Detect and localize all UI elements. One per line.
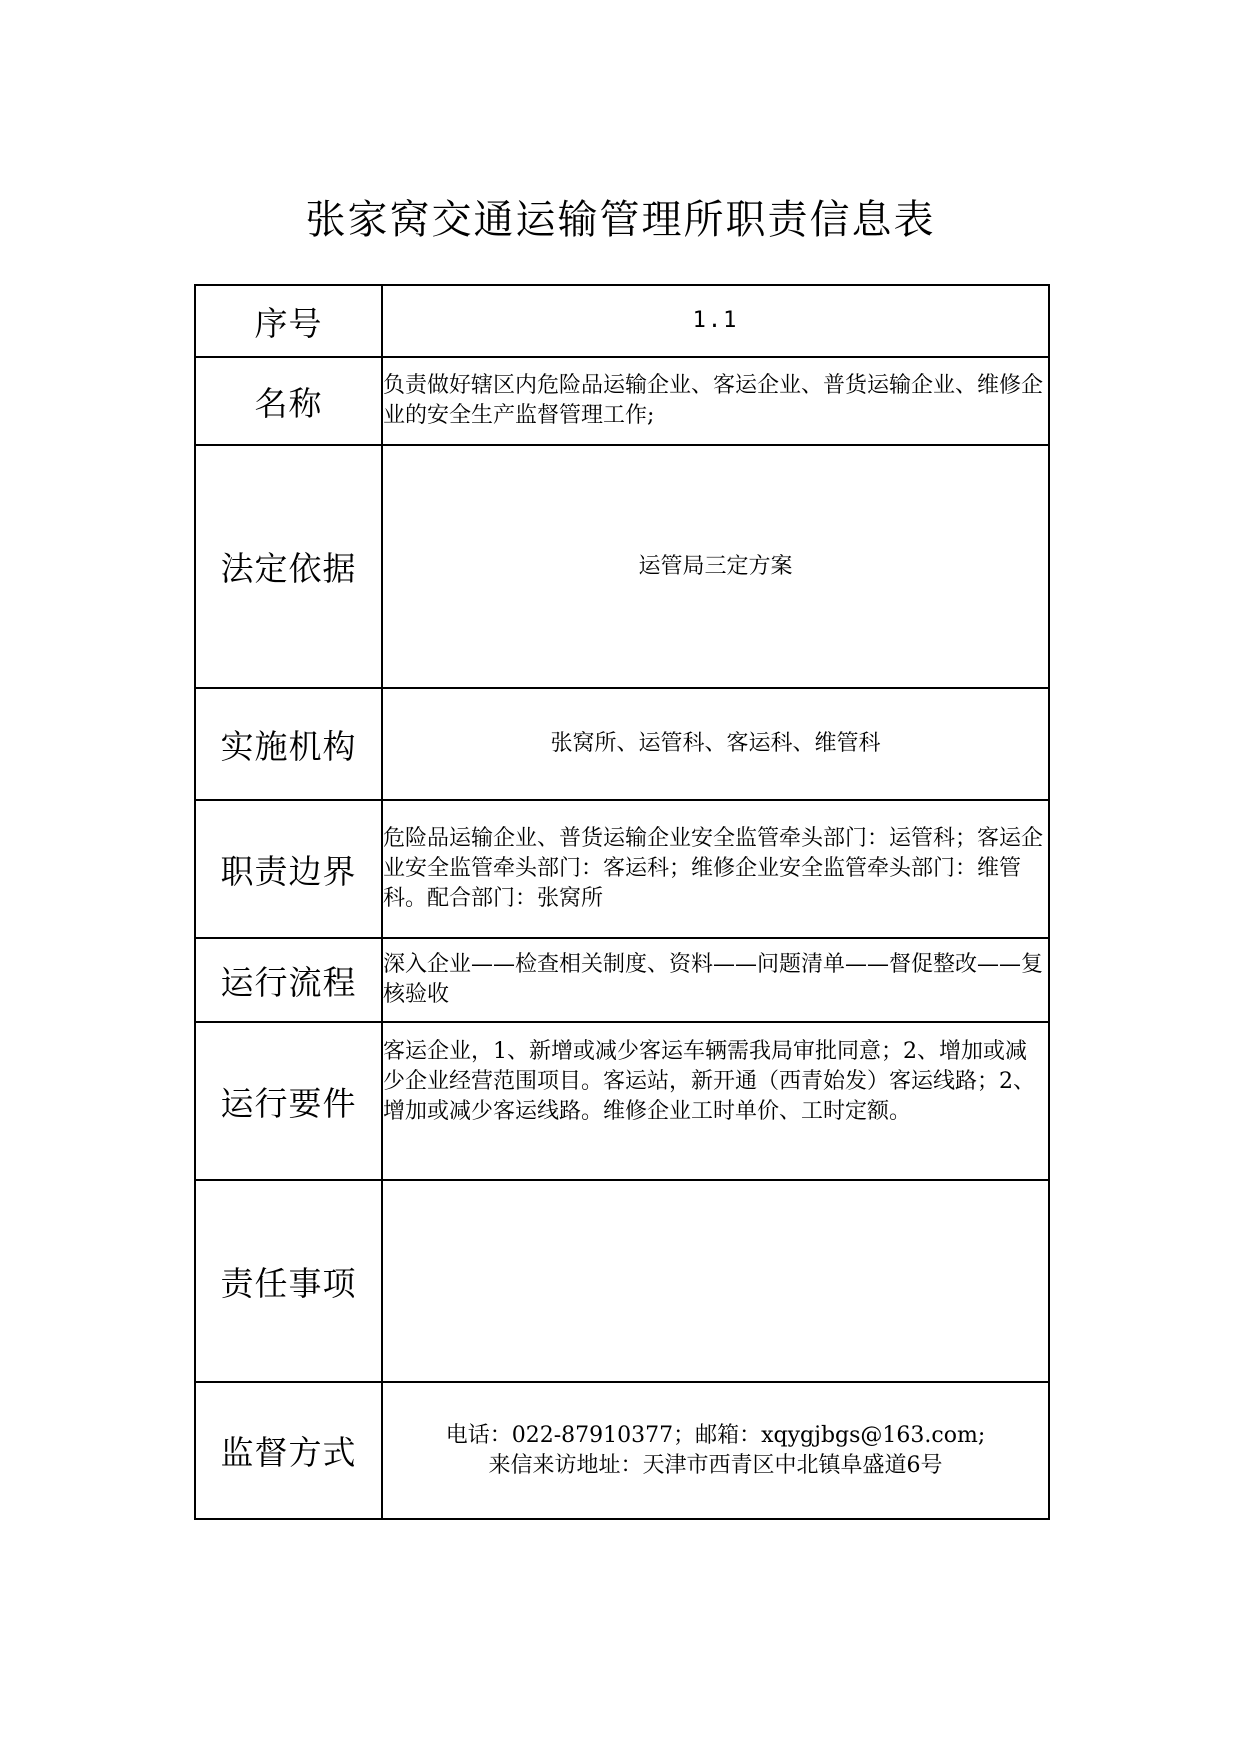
requirements-value: 客运企业，1、新增或减少客运车辆需我局审批同意；2、增加或减少企业经营范围项目。客运站，新开通（西青始发）客运线路；2、增加或减少客运线路。维修企业工时单价、工时定额。 <box>382 1022 1049 1180</box>
page-title: 张家窝交通运输管理所职责信息表 <box>305 197 936 243</box>
table-row-legal-basis <box>195 445 1049 688</box>
name-label: 名称 <box>195 357 382 445</box>
supervision-contact-line: 电话：022-87910377；邮箱：xqygjbgs@163.com; <box>445 1422 986 1448</box>
table-row-requirements <box>195 1022 1049 1180</box>
serial-number: 1.1 <box>692 308 739 333</box>
table-row-serial <box>195 285 1049 357</box>
table-row-responsibility-boundary <box>195 800 1049 938</box>
workflow-label: 运行流程 <box>195 938 382 1022</box>
responsibilities-value <box>382 1180 1049 1382</box>
table-row-workflow <box>195 938 1049 1022</box>
implementing-body-value: 张窝所、运管科、客运科、维管科 <box>382 688 1049 800</box>
responsibility-info-table <box>194 284 1050 1520</box>
serial-value <box>382 285 1049 357</box>
implementing-body-label: 实施机构 <box>195 688 382 800</box>
workflow-value: 深入企业——检查相关制度、资料——问题清单——督促整改——复核验收 <box>382 938 1049 1022</box>
name-value: 负责做好辖区内危险品运输企业、客运企业、普货运输企业、维修企业的安全生产监督管理工作; <box>382 357 1049 445</box>
table-row-supervision <box>195 1382 1049 1519</box>
table-row-responsibilities <box>195 1180 1049 1382</box>
responsibility-boundary-label: 职责边界 <box>195 800 382 938</box>
table-row-name <box>195 357 1049 445</box>
responsibility-boundary-value: 危险品运输企业、普货运输企业安全监管牵头部门：运管科；客运企业安全监管牵头部门：客运科；维修企业安全监管牵头部门：维管科。配合部门：张窝所 <box>382 800 1049 938</box>
supervision-address-line: 来信来访地址：天津市西青区中北镇阜盛道6号 <box>488 1452 943 1478</box>
supervision-value <box>382 1382 1049 1519</box>
supervision-label: 监督方式 <box>195 1382 382 1519</box>
legal-basis-label: 法定依据 <box>195 445 382 688</box>
responsibilities-label: 责任事项 <box>195 1180 382 1382</box>
table-row-implementing-body <box>195 688 1049 800</box>
requirements-label: 运行要件 <box>195 1022 382 1180</box>
legal-basis-value: 运管局三定方案 <box>382 445 1049 688</box>
serial-label: 序号 <box>195 285 382 357</box>
